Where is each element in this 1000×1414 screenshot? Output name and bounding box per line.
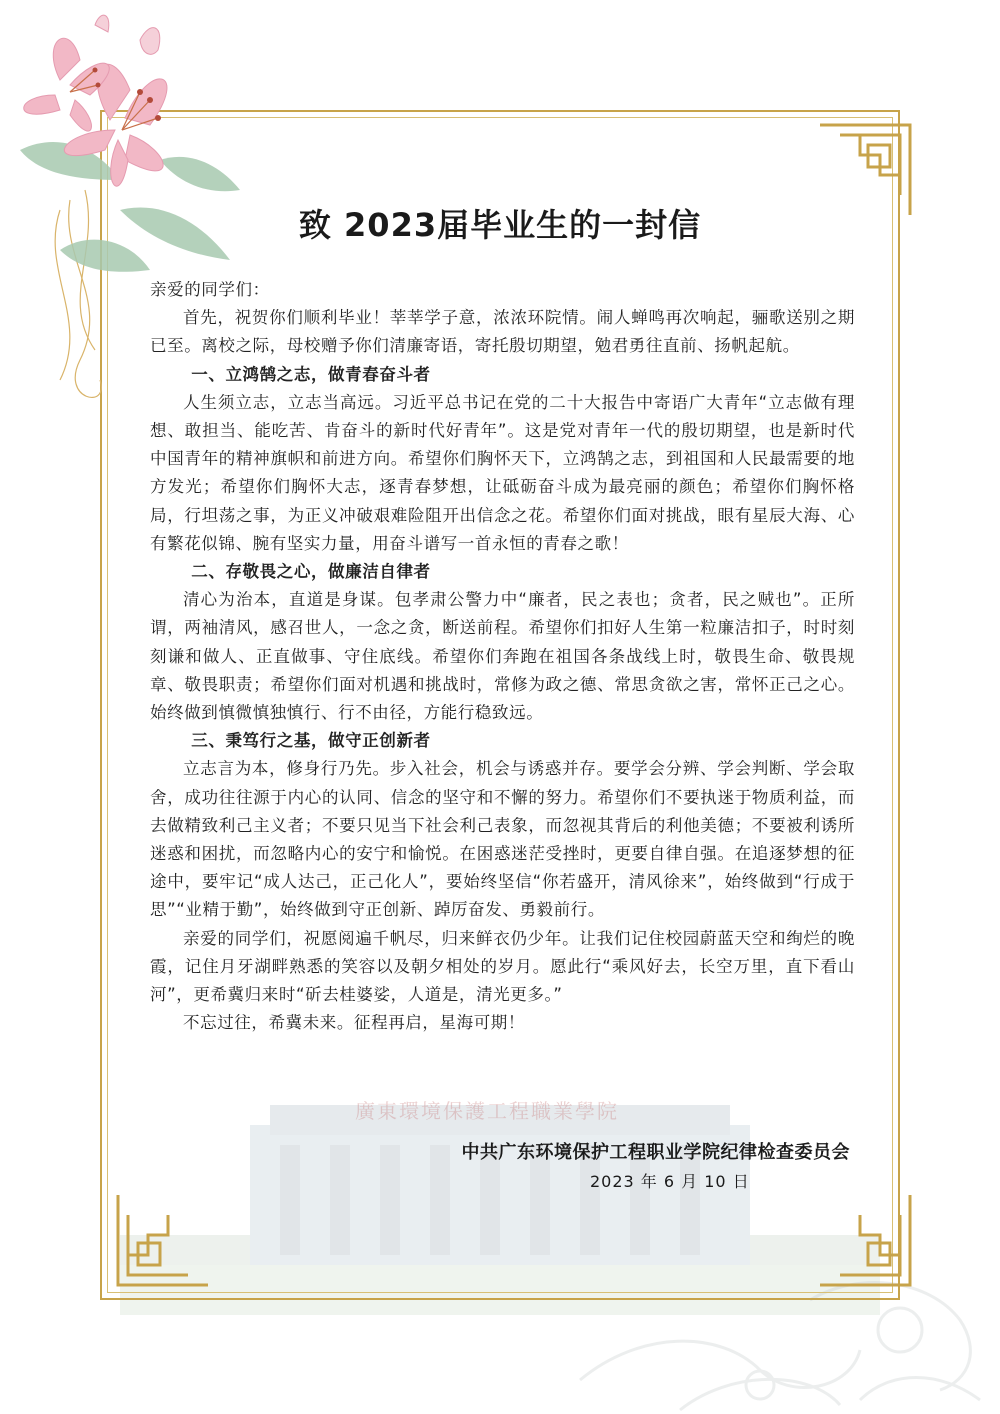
signature-date: 2023 年 6 月 10 日 bbox=[590, 1172, 750, 1191]
section-2-heading: 二、存敬畏之心，做廉洁自律者 bbox=[191, 562, 431, 582]
bottom-left-fretwork-corner bbox=[108, 1195, 208, 1295]
closing-paragraph: 亲爱的同学们，祝愿阅遍千帆尽，归来鲜衣仍少年。让我们记住校园蔚蓝天空和绚烂的晚霞，记住月牙湖畔熟悉的笑容以及朝夕相处的岁月。愿此行“乘风好去，长空万里，直下看山河”，更希冀归来时“斫去桂婆娑，人道是，清光更多。” bbox=[150, 928, 855, 1005]
section-1-heading: 一、立鸿鹄之志，做青春奋斗者 bbox=[191, 364, 431, 384]
letter-body bbox=[150, 276, 855, 1037]
section-3-heading: 三、秉笃行之基，做守正创新者 bbox=[191, 731, 431, 751]
letter-title: 致 2023届毕业生的一封信 bbox=[298, 206, 702, 244]
section-2-paragraph: 清心为治本，直道是身谋。包孝肃公警力中“廉者，民之表也；贪者，民之贼也”。正所谓，两袖清风，感召世人，一念之贪，断送前程。希望你们扣好人生第一粒廉洁扣子，时时刻刻谦和做人、正直做事、守住底线。希望你们奔跑在祖国各条战线上时，敬畏生命、敬畏规章、敬畏职责；希望你们面对机遇和挑战时，常修为政之德、常思贪欲之害，常怀正己之心。始终做到慎微慎独慎行、行不由径，方能行稳致远。 bbox=[150, 590, 855, 723]
closing-line: 不忘过往，希冀未来。征程再启，星海可期！ bbox=[183, 1013, 525, 1033]
signature-organization: 中共广东环境保护工程职业学院纪律检查委员会 bbox=[461, 1142, 850, 1163]
section-3-paragraph: 立志言为本，修身行乃先。步入社会，机会与诱惑并存。要学会分辨、学会判断、学会取舍，成功往往源于内心的认同、信念的坚守和不懈的努力。希望你们不要执迷于物质利益，而去做精致利己主义者；不要只见当下社会利己表象，而忽视其背后的利他美德；不要被利诱所迷惑和困扰，而忽略内心的安宁和愉悦。在困惑迷茫受挫时，更要自律自强。在追逐梦想的征途中，要牢记“成人达己，正己化人”，要始终坚信“你若盛开，清风徐来”，始终做到“行成于思”“业精于勤”，始终做到守正创新、踔厉奋发、勇毅前行。 bbox=[150, 759, 855, 920]
salutation: 亲爱的同学们： bbox=[150, 280, 270, 299]
section-1-paragraph: 人生须立志，立志当高远。习近平总书记在党的二十大报告中寄语广大青年“立志做有理想、敢担当、能吃苦、肯奋斗的新时代好青年”。这是党对青年一代的殷切期望，也是新时代中国青年的精神旗帜和前进方向。希望你们胸怀天下，立鸿鹄之志，到祖国和人民最需要的地方发光；希望你们胸怀大志，逐青春梦想，让砥砺奋斗成为最亮丽的颜色；希望你们胸怀格局，行坦荡之事，为正义冲破艰难险阻开出信念之花。希望你们面对挑战，眼有星辰大海、心有繁花似锦、腕有坚实力量，用奋斗谱写一首永恒的青春之歌！ bbox=[150, 392, 855, 553]
intro-paragraph: 首先，祝贺你们顺利毕业！莘莘学子意，浓浓环院情。闹人蝉鸣再次响起，骊歌送别之期已至。离校之际，母校赠予你们清廉寄语，寄托殷切期望，勉君勇往直前、扬帆起航。 bbox=[150, 308, 855, 356]
campus-sign-watermark: 廣東環境保護工程職業學院 bbox=[355, 1099, 619, 1123]
bottom-right-fretwork-corner bbox=[820, 1195, 920, 1295]
